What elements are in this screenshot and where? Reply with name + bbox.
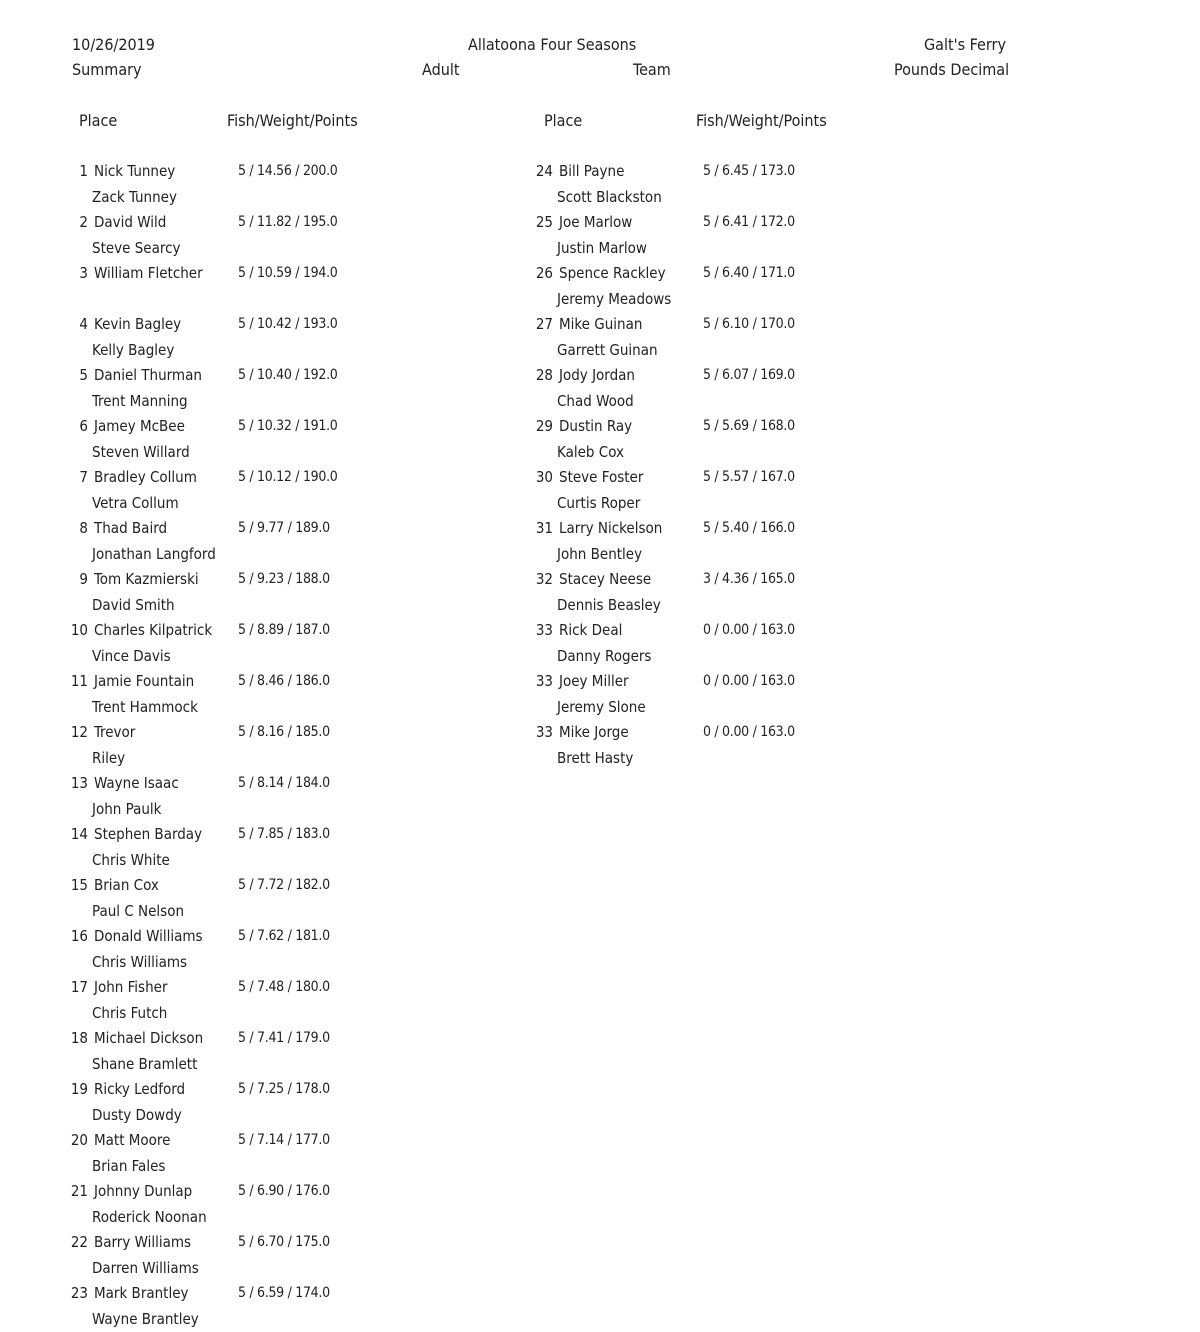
result-row: [525, 516, 855, 567]
result-place: 4: [79, 315, 88, 333]
fish-weight-points: 5 / 6.10 / 170.0: [703, 316, 795, 332]
division-label: Adult: [422, 60, 460, 79]
angler-name-1: Jamey McBee: [94, 417, 185, 435]
angler-name-1: Larry Nickelson: [559, 519, 663, 537]
angler-name-2: Danny Rogers: [557, 647, 652, 665]
fish-weight-points: 0 / 0.00 / 163.0: [703, 673, 795, 689]
result-row: [60, 414, 390, 465]
result-row: [525, 465, 855, 516]
result-place: 3: [79, 264, 88, 282]
result-row: [525, 618, 855, 669]
result-row: [60, 1077, 390, 1128]
fish-weight-points: 5 / 8.89 / 187.0: [238, 622, 330, 638]
angler-name-1: Joe Marlow: [559, 213, 633, 231]
result-place: 31: [535, 519, 553, 537]
fish-weight-points: 5 / 6.59 / 174.0: [238, 1285, 330, 1301]
report-type: Summary: [72, 60, 142, 79]
fish-weight-points: 5 / 7.62 / 181.0: [238, 928, 330, 944]
result-row: [60, 567, 390, 618]
angler-name-1: Jody Jordan: [559, 366, 635, 384]
fish-weight-points: 5 / 6.41 / 172.0: [703, 214, 795, 230]
angler-name-1: Trevor: [94, 723, 136, 741]
result-place: 33: [535, 723, 553, 741]
angler-name-1: Jamie Fountain: [94, 672, 195, 690]
result-place: 26: [535, 264, 553, 282]
result-place: 9: [79, 570, 88, 588]
result-place: 23: [70, 1284, 88, 1302]
fish-weight-points: 5 / 6.45 / 173.0: [703, 163, 795, 179]
result-row: [60, 822, 390, 873]
angler-name-2: Brian Fales: [92, 1157, 166, 1175]
result-row: [60, 1128, 390, 1179]
angler-name-1: Donald Williams: [94, 927, 203, 945]
result-row: [60, 312, 390, 363]
angler-name-2: Brett Hasty: [557, 749, 634, 767]
fish-weight-points: 5 / 6.40 / 171.0: [703, 265, 795, 281]
fish-weight-points: 5 / 7.48 / 180.0: [238, 979, 330, 995]
result-place: 33: [535, 672, 553, 690]
result-row: [60, 975, 390, 1026]
angler-name-2: Roderick Noonan: [92, 1208, 207, 1226]
angler-name-2: Steve Searcy: [92, 239, 181, 257]
result-place: 12: [70, 723, 88, 741]
angler-name-2: Jeremy Meadows: [557, 290, 672, 308]
result-row: [60, 1026, 390, 1077]
angler-name-1: Barry Williams: [94, 1233, 192, 1251]
angler-name-1: Steve Foster: [559, 468, 644, 486]
angler-name-2: Chris Futch: [92, 1004, 168, 1022]
fish-weight-points: 5 / 6.07 / 169.0: [703, 367, 795, 383]
result-row: [525, 720, 855, 771]
angler-name-2: Riley: [92, 749, 126, 767]
angler-name-2: Dennis Beasley: [557, 596, 661, 614]
result-row: [60, 1230, 390, 1281]
angler-name-2: Zack Tunney: [92, 188, 177, 206]
result-place: 13: [70, 774, 88, 792]
fish-weight-points: 5 / 7.41 / 179.0: [238, 1030, 330, 1046]
fish-weight-points: 5 / 5.69 / 168.0: [703, 418, 795, 434]
angler-name-2: Paul C Nelson: [92, 902, 185, 920]
angler-name-2: David Smith: [92, 596, 175, 614]
result-place: 6: [79, 417, 88, 435]
angler-name-1: Bill Payne: [559, 162, 625, 180]
result-place: 8: [79, 519, 88, 537]
fish-weight-points: 5 / 9.77 / 189.0: [238, 520, 330, 536]
angler-name-1: Rick Deal: [559, 621, 623, 639]
result-row: [60, 1179, 390, 1230]
fwp-heading-right: Fish/Weight/Points: [696, 111, 827, 130]
result-place: 16: [70, 927, 88, 945]
result-place: 18: [70, 1029, 88, 1047]
angler-name-1: Kevin Bagley: [94, 315, 182, 333]
result-place: 15: [70, 876, 88, 894]
fish-weight-points: 5 / 9.23 / 188.0: [238, 571, 330, 587]
fish-weight-points: 5 / 6.90 / 176.0: [238, 1183, 330, 1199]
fish-weight-points: 5 / 8.14 / 184.0: [238, 775, 330, 791]
fish-weight-points: 5 / 14.56 / 200.0: [238, 163, 338, 179]
result-place: 28: [535, 366, 553, 384]
event-name: Allatoona Four Seasons: [468, 35, 637, 54]
result-place: 19: [70, 1080, 88, 1098]
angler-name-2: Kaleb Cox: [557, 443, 624, 461]
result-place: 29: [535, 417, 553, 435]
fish-weight-points: 5 / 10.42 / 193.0: [238, 316, 338, 332]
result-place: 24: [535, 162, 553, 180]
angler-name-2: Trent Hammock: [92, 698, 198, 716]
result-row: [525, 363, 855, 414]
result-row: [525, 567, 855, 618]
report-date: 10/26/2019: [72, 35, 155, 54]
results-list-left: [60, 159, 390, 1332]
angler-name-1: Nick Tunney: [94, 162, 176, 180]
result-row: [60, 516, 390, 567]
place-heading-right: Place: [544, 111, 583, 130]
fish-weight-points: 5 / 10.59 / 194.0: [238, 265, 338, 281]
angler-name-1: Michael Dickson: [94, 1029, 204, 1047]
fish-weight-points: 0 / 0.00 / 163.0: [703, 724, 795, 740]
result-place: 32: [535, 570, 553, 588]
result-place: 22: [70, 1233, 88, 1251]
angler-name-1: Mark Brantley: [94, 1284, 189, 1302]
fish-weight-points: 5 / 5.57 / 167.0: [703, 469, 795, 485]
result-row: [525, 261, 855, 312]
result-place: 7: [79, 468, 88, 486]
angler-name-1: Stephen Barday: [94, 825, 203, 843]
result-place: 10: [70, 621, 88, 639]
angler-name-2: Wayne Brantley: [92, 1310, 199, 1328]
result-place: 20: [70, 1131, 88, 1149]
fish-weight-points: 5 / 7.25 / 178.0: [238, 1081, 330, 1097]
fish-weight-points: 5 / 10.12 / 190.0: [238, 469, 338, 485]
angler-name-1: Dustin Ray: [559, 417, 633, 435]
result-place: 11: [70, 672, 88, 690]
angler-name-1: Tom Kazmierski: [94, 570, 199, 588]
result-place: 25: [535, 213, 553, 231]
angler-name-1: Matt Moore: [94, 1131, 171, 1149]
units-label: Pounds Decimal: [894, 60, 1010, 79]
result-place: 2: [79, 213, 88, 231]
fish-weight-points: 5 / 7.85 / 183.0: [238, 826, 330, 842]
angler-name-2: Steven Willard: [92, 443, 190, 461]
angler-name-1: John Fisher: [94, 978, 168, 996]
angler-name-2: Vetra Collum: [92, 494, 179, 512]
fwp-heading-left: Fish/Weight/Points: [227, 111, 358, 130]
angler-name-1: Thad Baird: [94, 519, 168, 537]
angler-name-2: Shane Bramlett: [92, 1055, 198, 1073]
angler-name-1: Daniel Thurman: [94, 366, 202, 384]
result-row: [60, 159, 390, 210]
result-row: [525, 210, 855, 261]
result-row: [525, 669, 855, 720]
fish-weight-points: 5 / 7.72 / 182.0: [238, 877, 330, 893]
fish-weight-points: 5 / 10.40 / 192.0: [238, 367, 338, 383]
place-heading-left: Place: [79, 111, 118, 130]
result-place: 14: [70, 825, 88, 843]
results-list-right: [525, 159, 855, 771]
angler-name-2: Jonathan Langford: [92, 545, 216, 563]
result-row: [60, 771, 390, 822]
angler-name-1: Mike Guinan: [559, 315, 643, 333]
angler-name-2: John Paulk: [92, 800, 162, 818]
angler-name-2: Jeremy Slone: [557, 698, 646, 716]
angler-name-2: Justin Marlow: [557, 239, 647, 257]
angler-name-2: John Bentley: [557, 545, 643, 563]
angler-name-2: Chris Williams: [92, 953, 188, 971]
result-row: [60, 618, 390, 669]
angler-name-2: Scott Blackston: [557, 188, 662, 206]
angler-name-2: Chad Wood: [557, 392, 634, 410]
angler-name-1: Bradley Collum: [94, 468, 197, 486]
angler-name-1: Mike Jorge: [559, 723, 629, 741]
result-row: [60, 720, 390, 771]
result-row: [60, 465, 390, 516]
result-row: [60, 924, 390, 975]
result-place: 27: [535, 315, 553, 333]
angler-name-1: Charles Kilpatrick: [94, 621, 213, 639]
angler-name-2: Dusty Dowdy: [92, 1106, 182, 1124]
fish-weight-points: 5 / 8.16 / 185.0: [238, 724, 330, 740]
angler-name-1: Stacey Neese: [559, 570, 652, 588]
angler-name-2: Vince Davis: [92, 647, 171, 665]
fish-weight-points: 5 / 10.32 / 191.0: [238, 418, 338, 434]
result-row: [60, 363, 390, 414]
angler-name-2: Trent Manning: [92, 392, 188, 410]
fish-weight-points: 5 / 8.46 / 186.0: [238, 673, 330, 689]
angler-name-1: David Wild: [94, 213, 167, 231]
result-row: [525, 312, 855, 363]
angler-name-1: Brian Cox: [94, 876, 159, 894]
angler-name-2: Kelly Bagley: [92, 341, 175, 359]
result-place: 21: [70, 1182, 88, 1200]
result-row: [525, 414, 855, 465]
result-place: 33: [535, 621, 553, 639]
angler-name-2: Chris White: [92, 851, 170, 869]
result-place: 5: [79, 366, 88, 384]
angler-name-1: Johnny Dunlap: [94, 1182, 193, 1200]
result-row: [60, 261, 390, 312]
angler-name-1: Ricky Ledford: [94, 1080, 186, 1098]
fish-weight-points: 5 / 6.70 / 175.0: [238, 1234, 330, 1250]
angler-name-1: William Fletcher: [94, 264, 203, 282]
fish-weight-points: 5 / 7.14 / 177.0: [238, 1132, 330, 1148]
fish-weight-points: 3 / 4.36 / 165.0: [703, 571, 795, 587]
angler-name-2: Darren Williams: [92, 1259, 199, 1277]
result-row: [60, 669, 390, 720]
result-row: [60, 210, 390, 261]
fish-weight-points: 5 / 5.40 / 166.0: [703, 520, 795, 536]
format-label: Team: [633, 60, 671, 79]
result-place: 30: [535, 468, 553, 486]
result-place: 1: [79, 162, 88, 180]
result-place: 17: [70, 978, 88, 996]
fish-weight-points: 0 / 0.00 / 163.0: [703, 622, 795, 638]
result-row: [525, 159, 855, 210]
fish-weight-points: 5 / 11.82 / 195.0: [238, 214, 338, 230]
angler-name-2: Curtis Roper: [557, 494, 641, 512]
angler-name-1: Wayne Isaac: [94, 774, 179, 792]
angler-name-1: Spence Rackley: [559, 264, 666, 282]
angler-name-2: Garrett Guinan: [557, 341, 658, 359]
result-row: [60, 873, 390, 924]
angler-name-1: Joey Miller: [559, 672, 629, 690]
result-row: [60, 1281, 390, 1332]
location-label: Galt's Ferry: [924, 35, 1006, 54]
